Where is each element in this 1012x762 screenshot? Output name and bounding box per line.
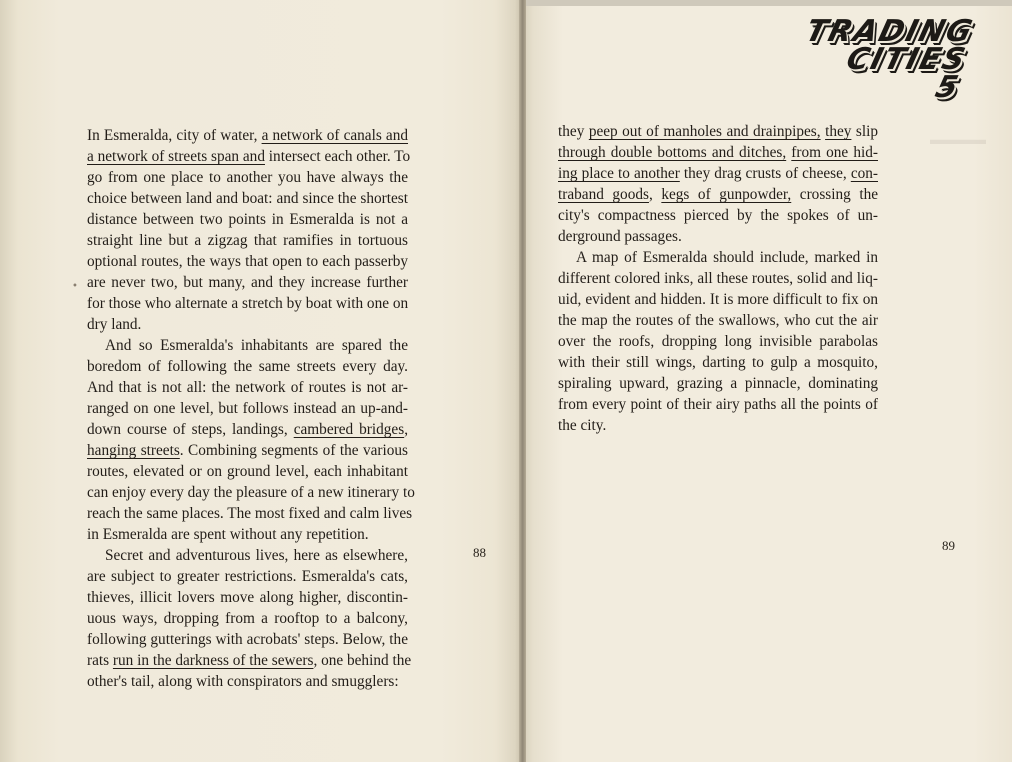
text-line: [558, 394, 878, 415]
underlined-phrase: peep out of manholes and drainpipes,: [588, 123, 821, 140]
margin-mark: •: [72, 281, 78, 292]
text-line: [87, 461, 408, 482]
text-segment: from every point of their airy paths all the points of: [558, 396, 878, 413]
text-segment: . Combining segments of the various: [179, 442, 408, 459]
text-line: [87, 377, 408, 398]
text-line: [87, 272, 408, 293]
underlined-phrase: traband goods: [558, 186, 649, 203]
text-segment: A map of Esmeralda should include, marked in: [576, 249, 878, 266]
text-segment: in Esmeralda are spent without any repetition.: [87, 526, 369, 543]
text-line: [87, 482, 415, 503]
underlined-phrase: con-: [850, 165, 878, 182]
page-number-left: 88: [473, 545, 486, 560]
paragraph: [558, 121, 878, 247]
text-line: [558, 268, 878, 289]
text-line: [87, 671, 408, 692]
text-segment: for those who alternate a stretch by boat with one on: [87, 295, 409, 312]
underlined-phrase: run in the darkness of the sewers: [112, 652, 314, 669]
text-segment: routes, elevated or on ground level, each inhabitant: [87, 463, 408, 480]
book-gutter: [519, 0, 526, 762]
text-segment: dry land.: [87, 316, 142, 333]
text-line: [87, 545, 408, 566]
text-line: [558, 310, 878, 331]
text-line: [558, 226, 878, 247]
text-segment: straight line but a zigzag that ramifies in tortuous: [87, 232, 408, 249]
underlined-phrase: cambered bridges: [293, 421, 405, 438]
underlined-phrase: hanging streets: [87, 442, 180, 459]
text-line: [87, 314, 408, 335]
text-segment: are never two, but many, and they increase further: [87, 274, 408, 291]
text-segment: go from one place to another you have always the: [87, 169, 408, 186]
text-line: [87, 125, 408, 146]
text-line: [87, 650, 412, 671]
text-segment: with their still wings, darting to gulp a mosquito,: [558, 354, 878, 371]
text-segment: over the roofs, dropping long invisible parabolas: [558, 333, 878, 350]
underlined-phrase: from one hid-: [791, 144, 878, 161]
text-line: [558, 184, 878, 205]
text-line: [87, 146, 411, 167]
text-line: [87, 356, 408, 377]
text-line: [558, 121, 878, 142]
text-segment: ,: [648, 186, 662, 203]
text-line: [558, 331, 878, 352]
text-line: [87, 398, 408, 419]
text-segment: thieves, illicit lovers move along higher, discontin-: [87, 589, 408, 606]
paragraph: [87, 545, 412, 692]
underlined-phrase: a network of canals and: [261, 127, 409, 144]
text-segment: crossing the: [791, 186, 879, 203]
text-line: [87, 419, 408, 440]
title-line-2: CITIES: [842, 42, 971, 77]
text-segment: different colored inks, all these routes, solid and liq-: [558, 270, 878, 287]
text-line: [558, 415, 878, 436]
text-segment: derground passages.: [558, 228, 682, 245]
underlined-phrase: through double bottoms and ditches,: [558, 144, 787, 161]
text-line: [558, 205, 878, 226]
text-segment: distance between two points in Esmeralda is not a: [87, 211, 408, 228]
bleed-through-texture: ▬▬▬▬: [930, 133, 986, 148]
text-segment: spiraling upward, grazing a pinnacle, dominating: [558, 375, 878, 392]
text-line: [87, 230, 408, 251]
text-line: [87, 503, 413, 524]
text-segment: optional routes, the ways that open to each passerby: [87, 253, 408, 270]
text-segment: city's compactness pierced by the spokes of un-: [558, 207, 878, 224]
text-line: [558, 247, 878, 268]
text-line: [558, 142, 878, 163]
page-number-right: 89: [942, 538, 955, 553]
text-line: [558, 289, 878, 310]
text-line: [87, 629, 408, 650]
text-segment: the map the routes of the swallows, who cut the air: [558, 312, 878, 329]
text-segment: they drag crusts of cheese,: [679, 165, 851, 182]
text-line: [558, 352, 878, 373]
text-line: [87, 209, 408, 230]
text-line: [87, 251, 408, 272]
text-segment: ,: [404, 421, 409, 438]
text-line: [87, 167, 408, 188]
text-segment: boredom of following the same streets every day.: [87, 358, 408, 375]
paragraph: [87, 335, 415, 545]
text-line: [87, 293, 408, 314]
text-segment: Secret and adventurous lives, here as elsewhere,: [105, 547, 408, 564]
text-segment: slip: [851, 123, 878, 140]
left-page-body: [87, 125, 415, 692]
text-line: [87, 608, 408, 629]
underlined-phrase: a network of streets span and: [87, 148, 265, 165]
text-line: [87, 188, 408, 209]
text-segment: can enjoy every day the pleasure of a new itinerary to: [87, 484, 415, 501]
text-segment: And that is not all: the network of routes is not ar-: [87, 379, 408, 396]
text-segment: intersect each other. To: [264, 148, 411, 165]
text-segment: down course of steps, landings,: [87, 421, 294, 438]
underlined-phrase: kegs of gunpowder,: [661, 186, 792, 203]
title-line-1: TRADING: [802, 14, 978, 49]
text-segment: choice between land and boat: and since the shortest: [87, 190, 408, 207]
text-segment: uous ways, dropping from a rooftop to a balcony,: [87, 610, 408, 627]
title-line-3: 5: [931, 70, 964, 105]
underlined-phrase: they: [825, 123, 852, 140]
text-segment: the city.: [558, 417, 607, 434]
text-segment: uid, evident and hidden. It is more difficult to fix on: [558, 291, 878, 308]
text-segment: other's tail, along with conspirators and smugglers:: [87, 673, 399, 690]
text-line: [558, 373, 878, 394]
text-line: [87, 587, 408, 608]
text-segment: In Esmeralda, city of water,: [87, 127, 262, 144]
text-line: [87, 335, 408, 356]
paragraph: [558, 247, 878, 436]
text-segment: they: [558, 123, 589, 140]
text-line: [87, 524, 408, 545]
right-page-body: [558, 121, 878, 436]
text-line: [558, 163, 878, 184]
text-segment: following gutterings with acrobats' steps. Below, the: [87, 631, 408, 648]
text-segment: , one behind the: [313, 652, 412, 669]
text-segment: are subject to greater restrictions. Esmeralda's cats,: [87, 568, 408, 585]
text-line: [87, 440, 408, 461]
text-segment: reach the same places. The most fixed and calm lives: [87, 505, 413, 522]
chapter-title: [736, 14, 978, 105]
underlined-phrase: ing place to another: [558, 165, 680, 182]
paragraph: [87, 125, 411, 335]
page-top-edge: [523, 0, 1012, 6]
text-segment: rats: [87, 652, 113, 669]
text-segment: And so Esmeralda's inhabitants are spared the: [105, 337, 408, 354]
text-segment: ranged on one level, but follows instead an up-and-: [87, 400, 408, 417]
text-line: [87, 566, 408, 587]
